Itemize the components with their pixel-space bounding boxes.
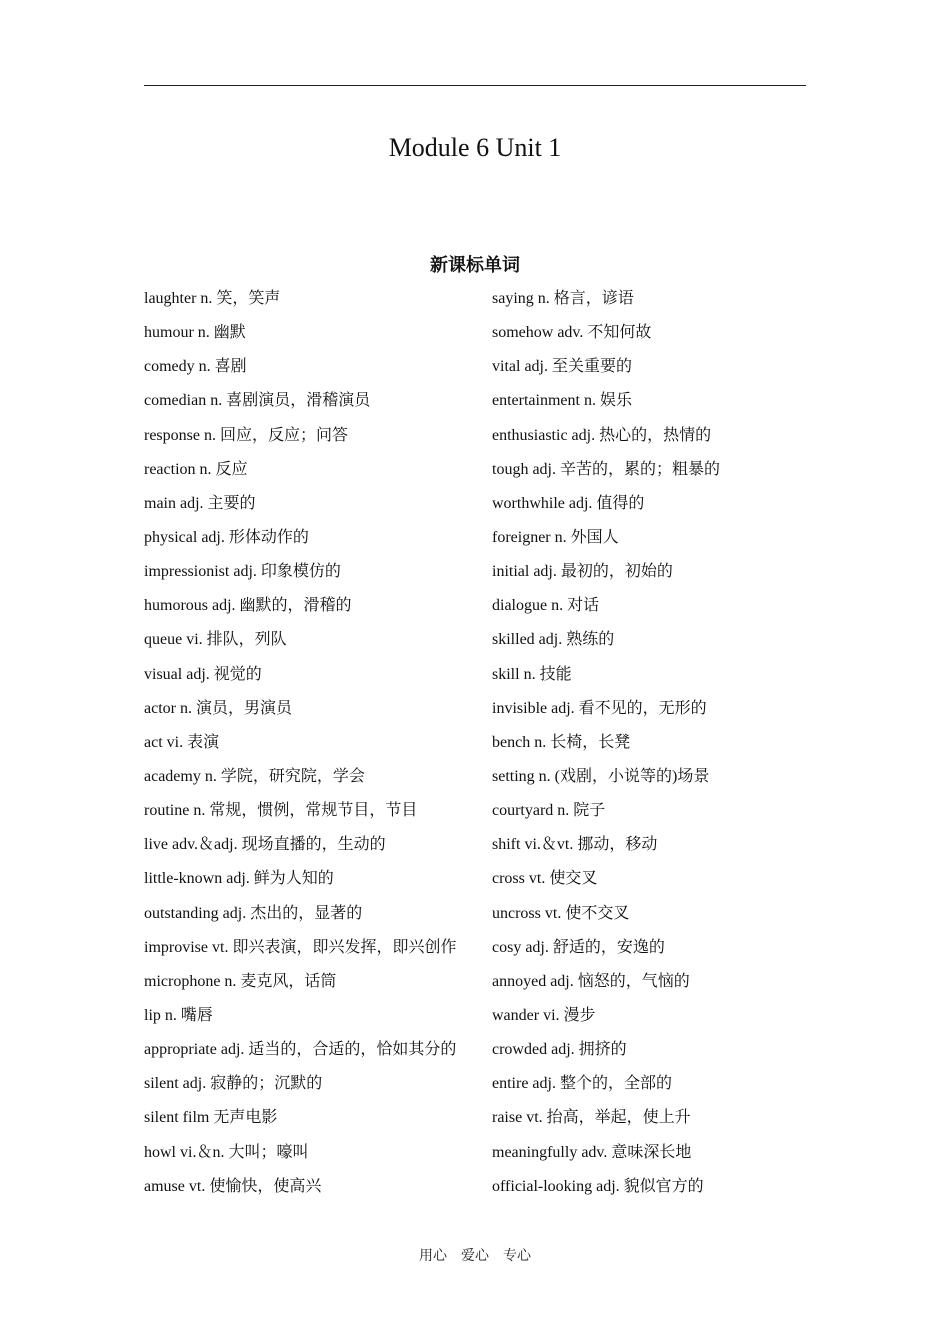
vocab-item: bench n. 长椅，长凳 [492,733,631,751]
header-rule [144,85,806,86]
vocab-item: skilled adj. 熟练的 [492,631,615,649]
vocab-item: uncross vt. 使不交叉 [492,904,630,922]
vocab-item: initial adj. 最初的，初始的 [492,563,673,581]
page-footer: 用心 爱心 专心 [419,1249,531,1264]
vocab-item: raise vt. 抬高，举起，使上升 [492,1109,691,1127]
vocab-item: act vi. 表演 [144,733,220,751]
vocab-item: skill n. 技能 [492,665,572,683]
vocab-item: outstanding adj. 杰出的，显著的 [144,904,363,922]
vocab-item: comedian n. 喜剧演员，滑稽演员 [144,392,371,410]
vocab-item: comedy n. 喜剧 [144,358,247,376]
vocab-item: cross vt. 使交叉 [492,870,598,888]
vocab-item: tough adj. 辛苦的，累的；粗暴的 [492,460,720,478]
vocab-item: dialogue n. 对话 [492,597,600,615]
vocab-item: silent film 无声电影 [144,1109,278,1127]
page-title: Module 6 Unit 1 [388,133,562,162]
vocab-item: response n. 回应，反应；问答 [144,426,348,444]
vocab-item: queue vi. 排队，列队 [144,631,287,649]
vocab-item: entire adj. 整个的，全部的 [492,1075,672,1093]
vocab-item: main adj. 主要的 [144,494,256,512]
vocab-item: shift vi.＆vt. 挪动，移动 [492,836,658,854]
vocab-item: humour n. 幽默 [144,324,246,342]
vocab-item: saying n. 格言，谚语 [492,290,634,307]
vocab-item: humorous adj. 幽默的，滑稽的 [144,597,352,615]
vocab-item: amuse vt. 使愉快，使高兴 [144,1177,322,1195]
vocab-item: live adv.＆adj. 现场直播的，生动的 [144,836,386,854]
vocab-item: annoyed adj. 恼怒的，气恼的 [492,972,690,990]
vocab-item: foreigner n. 外国人 [492,528,619,546]
vocab-item: vital adj. 至关重要的 [492,358,632,376]
vocab-item: somehow adv. 不知何故 [492,324,652,342]
vocab-item: appropriate adj. 适当的，合适的，恰如其分的 [144,1041,457,1059]
vocab-item: worthwhile adj. 值得的 [492,494,645,512]
vocab-item: reaction n. 反应 [144,460,248,478]
vocab-item: physical adj. 形体动作的 [144,528,309,546]
vocab-item: enthusiastic adj. 热心的，热情的 [492,426,712,444]
vocab-item: visual adj. 视觉的 [144,665,262,683]
vocab-item: silent adj. 寂静的；沉默的 [144,1075,323,1093]
vocab-item: little-known adj. 鲜为人知的 [144,870,334,888]
vocab-item: lip n. 嘴唇 [144,1006,213,1024]
section-heading: 新课标单词 [430,255,520,275]
vocab-item: impressionist adj. 印象模仿的 [144,563,341,581]
vocab-item: crowded adj. 拥挤的 [492,1041,627,1059]
vocab-item: invisible adj. 看不见的，无形的 [492,699,707,717]
vocab-item: official-looking adj. 貌似官方的 [492,1177,704,1195]
vocab-item: wander vi. 漫步 [492,1006,596,1024]
vocab-item: cosy adj. 舒适的，安逸的 [492,938,665,956]
vocab-item: improvise vt. 即兴表演，即兴发挥，即兴创作 [144,938,457,956]
vocab-item: entertainment n. 娱乐 [492,392,632,410]
vocab-list-left [144,284,484,1206]
vocab-item: howl vi.＆n. 大叫；嚎叫 [144,1143,309,1161]
vocab-list-right [492,284,812,1206]
vocab-item: microphone n. 麦克风，话筒 [144,972,337,990]
vocab-item: laughter n. 笑，笑声 [144,290,281,307]
vocab-item: courtyard n. 院子 [492,802,606,820]
vocab-item: routine n. 常规，惯例，常规节目，节目 [144,802,418,820]
vocab-item: setting n. (戏剧，小说等的)场景 [492,767,710,785]
vocab-item: meaningfully adv. 意味深长地 [492,1143,692,1161]
vocab-item: actor n. 演员，男演员 [144,699,292,717]
vocab-item: academy n. 学院，研究院，学会 [144,767,365,785]
